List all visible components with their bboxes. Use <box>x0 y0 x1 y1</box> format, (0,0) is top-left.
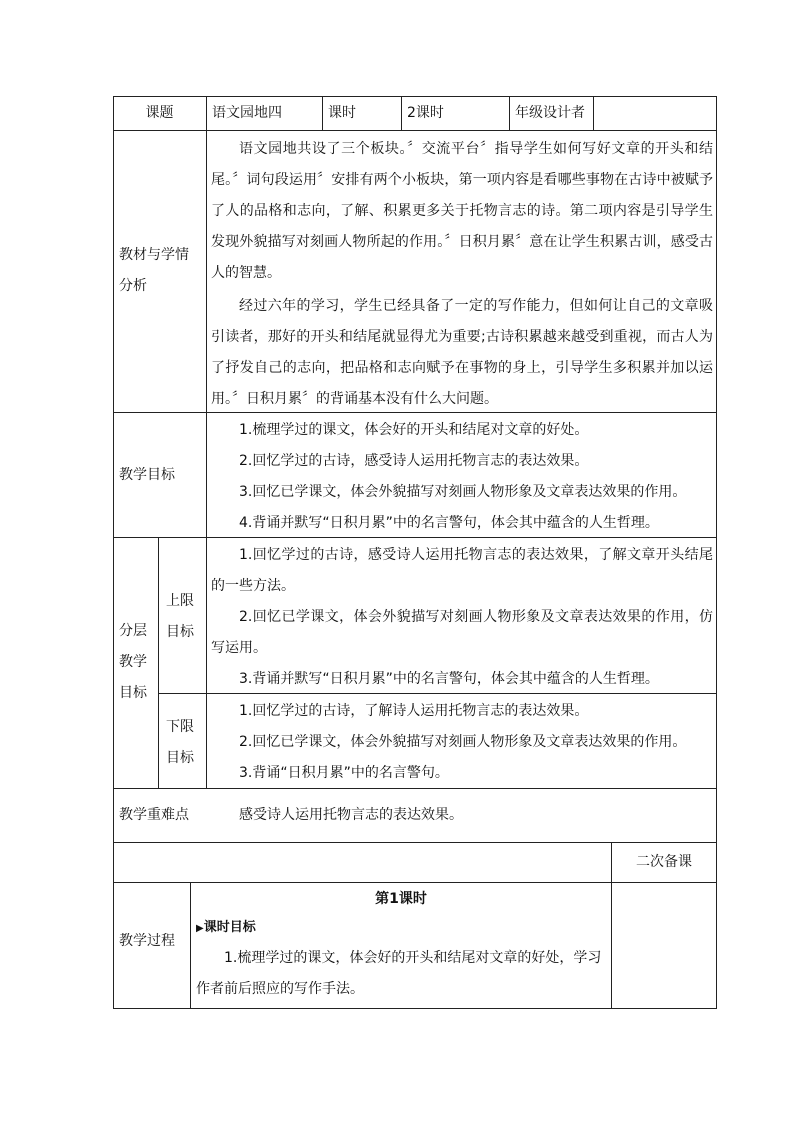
analysis-paragraph: 语文园地共设了三个板块。〞交流平台〞指导学生如何写好文章的开头和结尾。〞词句段运用〞安排有两个小板块，第一项内容是看哪些事物在古诗中被赋予了人的品格和志向，了解、积累更多关于托物言志的诗。第二项内容是引导学生发现外貌描写对刻画人物所起的作用。〞日积月累〞意在让学生积累古训，感受古人的智慧。 <box>211 141 713 281</box>
goals-label: 教学目标 <box>119 467 175 483</box>
goals-content <box>211 415 713 539</box>
row-border <box>113 1008 717 1009</box>
subject-value: 语文园地四 <box>212 105 282 121</box>
lower-goal-label-line: 下限 <box>166 719 194 735</box>
upper-goal-label-line: 上限 <box>166 593 194 609</box>
upper-goal-item: 3.背诵并默写“日积月累”中的名言警句，体会其中蕴含的人生哲理。 <box>239 671 659 687</box>
goal-item: 3.回忆已学课文，体会外貌描写对刻画人物形象及文章表达效果的作用。 <box>239 484 687 500</box>
layered-label-line: 教学 <box>119 654 147 670</box>
goal-item: 1.梳理学过的课文，体会好的开头和结尾对文章的好处。 <box>239 422 589 438</box>
upper-goal-label <box>166 586 204 648</box>
section-title: 课时目标 <box>203 920 256 935</box>
second-prep-label: 二次备课 <box>636 854 692 870</box>
subject-label: 课题 <box>145 104 174 121</box>
analysis-content <box>211 134 713 415</box>
upper-goal-item: 1.回忆学过的古诗，感受诗人运用托物言志的表达效果，了解文章开头结尾的一些方法。 <box>211 547 713 594</box>
process-text: 1.梳理学过的课文，体会好的开头和结尾对文章的好处，学习作者前后照应的写作手法。 <box>196 950 602 997</box>
analysis-label-line: 分析 <box>119 278 147 294</box>
goal-item: 2.回忆学过的古诗，感受诗人运用托物言志的表达效果。 <box>239 453 589 469</box>
lower-goal-item: 1.回忆学过的古诗，了解诗人运用托物言志的表达效果。 <box>239 703 589 719</box>
grade-designer-label: 年级设计者 <box>515 105 585 121</box>
col-border <box>206 130 207 788</box>
process-content <box>196 884 606 1005</box>
lower-goal-label-line: 目标 <box>166 750 194 766</box>
row-border <box>113 130 717 131</box>
upper-goal-item: 2.回忆已学课文，体会外貌描写对刻画人物形象及文章表达效果的作用，仿写运用。 <box>211 609 713 656</box>
col-border <box>190 882 191 1009</box>
process-label: 教学过程 <box>119 933 175 949</box>
col-border <box>322 96 323 130</box>
grade-designer-value <box>599 96 716 130</box>
col-border <box>716 96 717 1009</box>
col-border <box>509 96 510 130</box>
lesson-title: 第1课时 <box>375 891 427 907</box>
analysis-label <box>119 240 205 302</box>
layered-label-line: 分层 <box>119 623 147 639</box>
lower-goal-content <box>211 696 713 789</box>
col-border <box>593 96 594 130</box>
lower-goal-label <box>166 712 204 774</box>
upper-goal-label-line: 目标 <box>166 624 194 640</box>
analysis-label-line: 教材与学情 <box>119 247 189 263</box>
triangle-marker-icon: ▶ <box>196 923 204 934</box>
goal-item: 4.背诵并默写“日积月累”中的名言警句，体会其中蕴含的人生哲理。 <box>239 515 659 531</box>
hours-label: 课时 <box>328 105 356 121</box>
col-border <box>158 537 159 788</box>
row-border <box>113 882 717 883</box>
col-border <box>401 96 402 130</box>
col-border <box>206 96 207 130</box>
col-border <box>113 96 114 1009</box>
hours-value: 2课时 <box>407 105 444 121</box>
difficulty-label: 教学重难点 <box>119 807 189 823</box>
lower-goal-item: 3.背诵“日积月累”中的名言警句。 <box>239 765 449 781</box>
analysis-paragraph: 经过六年的学习，学生已经具备了一定的写作能力，但如何让自己的文章吸引读者，那好的开头和结尾就显得尤为重要;古诗积累越来越受到重视，而古人为了抒发自己的志向，把品格和志向赋予在事物的身上，引导学生多积累并加以运用。〞日积月累〞的背诵基本没有什么大问题。 <box>211 298 713 407</box>
layered-label <box>119 616 157 709</box>
difficulty-value: 感受诗人运用托物言志的表达效果。 <box>239 807 463 823</box>
section-heading <box>196 914 606 943</box>
lower-goal-item: 2.回忆已学课文，体会外貌描写对刻画人物形象及文章表达效果的作用。 <box>239 734 687 750</box>
upper-goal-content <box>211 540 713 695</box>
layered-label-line: 目标 <box>119 685 147 701</box>
